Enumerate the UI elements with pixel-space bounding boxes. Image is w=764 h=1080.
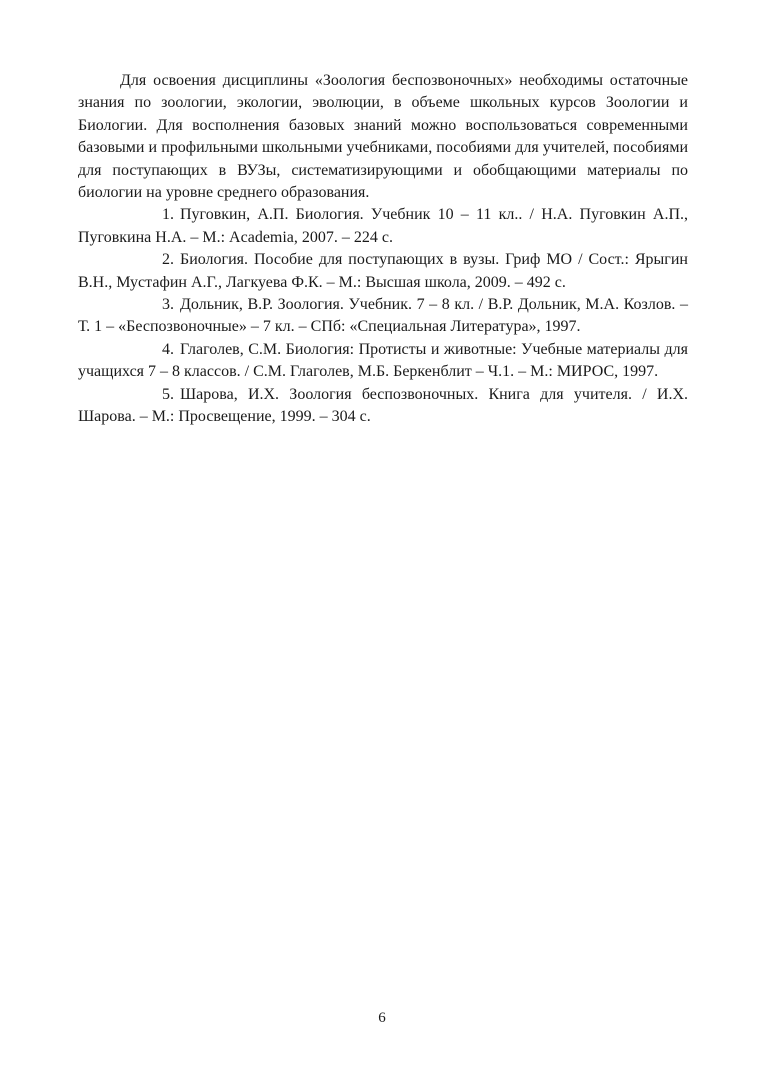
- reference-text: Шарова, И.Х. Зоология беспозвоночных. Книга для учителя. / И.Х. Шарова. – М.: Просвещение, 1999. – 304 с.: [78, 385, 688, 426]
- reference-item-5: [78, 384, 688, 429]
- reference-text: Биология. Пособие для поступающих в вузы. Гриф МО / Сост.: Ярыгин В.Н., Мустафин А.Г., Лагкуева Ф.К. – М.: Высшая школа, 2009. – 492 с.: [78, 251, 688, 291]
- reference-item-1: [78, 204, 688, 249]
- reference-number: 5.: [162, 385, 174, 403]
- reference-text: Глаголев, С.М. Биология: Протисты и животные: Учебные материалы для учащихся 7 – 8 классов. / С.М. Глаголев, М.Б. Беркенблит – Ч.1. – М.: МИРОС, 1997.: [78, 340, 688, 381]
- page-content: [78, 70, 688, 429]
- reference-item-4: [78, 339, 688, 384]
- reference-number: 2.: [162, 251, 174, 269]
- reference-item-3: [78, 294, 688, 339]
- reference-text: Пуговкин, А.П. Биология. Учебник 10 – 11 кл.. / Н.А. Пуговкин А.П., Пуговкина Н.А. – М.: Academia, 2007. – 224 с.: [78, 206, 688, 246]
- reference-number: 1.: [162, 206, 174, 224]
- reference-number: 3.: [162, 296, 174, 314]
- intro-paragraph: Для освоения дисциплины «Зоология беспозвоночных» необходимы остаточные знания по зоологии, экологии, эволюции, в объеме школьных курсов Зоологии и Биологии. Для восполнения базовых знаний можно воспользоваться современными базовыми и профильными школьными учебниками, пособиями для учителей, пособиями для поступающих в ВУЗы, систематизирующими и обобщающими материалы по биологии на уровне среднего образования.: [78, 72, 688, 202]
- reference-number: 4.: [162, 340, 174, 358]
- reference-item-2: [78, 249, 688, 294]
- page-number: 6: [378, 1010, 386, 1026]
- reference-text: Дольник, В.Р. Зоология. Учебник. 7 – 8 кл. / В.Р. Дольник, М.А. Козлов. – Т. 1 – «Беспозвоночные» – 7 кл. – СПб: «Специальная Литература», 1997.: [78, 296, 688, 336]
